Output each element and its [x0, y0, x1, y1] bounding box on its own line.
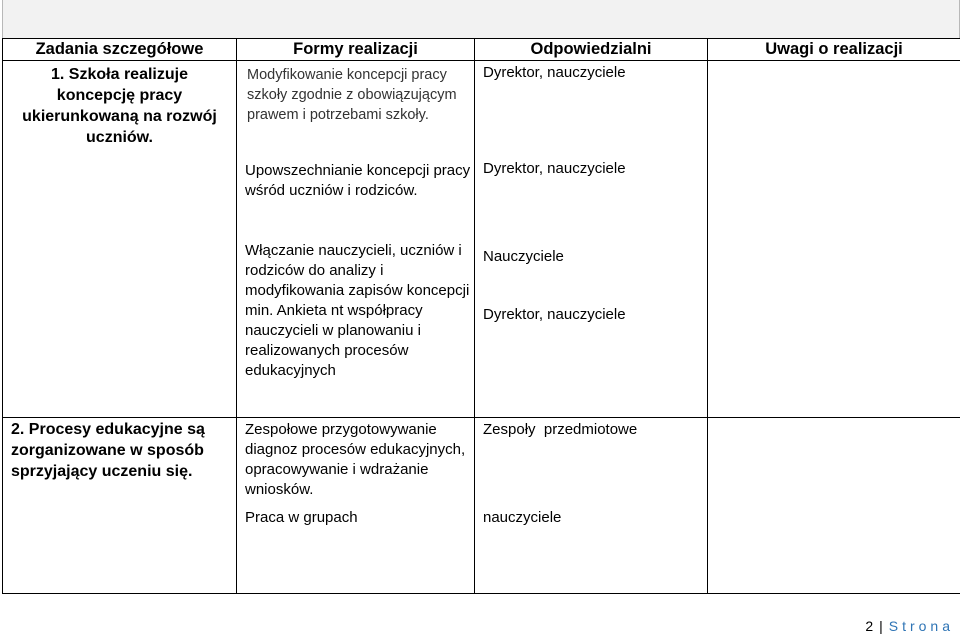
form-item-2-1: Zespołowe przygotowywanie diagnoz procesów edukacyjnych, opracowywanie i wdrażanie wniosków.	[245, 421, 466, 498]
responsible-item-1-1: Dyrektor, nauczyciele	[483, 64, 626, 81]
page-word: Strona	[888, 618, 954, 634]
top-strip	[2, 0, 960, 38]
header-notes: Uwagi o realizacji	[708, 39, 960, 61]
notes-cell-1	[708, 61, 960, 418]
responsible-cell-1	[475, 61, 708, 418]
task-text-1: 1. Szkoła realizuje koncepcję pracy ukierunkowaną na rozwój uczniów.	[22, 66, 217, 146]
responsible-item-1-4: Dyrektor, nauczyciele	[483, 306, 626, 323]
form-item-1-3: Włączanie nauczycieli, uczniów i rodziców do analizy i modyfikowania zapisów koncepcji min. Ankieta nt współpracy nauczycieli w planowaniu i realizowanych procesów edukacyjnych	[245, 242, 470, 379]
header-forms: Formy realizacji	[237, 39, 475, 61]
header-tasks: Zadania szczegółowe	[3, 39, 237, 61]
form-item-1-1: Modyfikowanie koncepcji pracy szkoły zgodnie z obowiązującym prawem i potrzebami szkoły.	[247, 67, 457, 123]
table-row-2	[3, 418, 960, 594]
table-row-1	[3, 61, 960, 418]
responsible-cell-2	[475, 418, 708, 594]
forms-cell-1	[237, 61, 475, 418]
header-responsible: Odpowiedzialni	[475, 39, 708, 61]
responsible-item-2-2: nauczyciele	[483, 509, 562, 526]
form-item-2-2: Praca w grupach	[245, 509, 358, 526]
notes-cell-2	[708, 418, 960, 594]
task-cell-1	[3, 61, 237, 418]
page-footer	[865, 618, 954, 634]
task-text-2: 2. Procesy edukacyjne są zorganizowane w sposób sprzyjający uczeniu się.	[11, 421, 205, 480]
responsible-item-2-1: Zespoły przedmiotowe	[483, 421, 638, 438]
forms-cell-2	[237, 418, 475, 594]
task-cell-2	[3, 418, 237, 594]
header-row	[3, 39, 960, 61]
page-number: 2	[865, 618, 874, 634]
responsible-item-1-3: Nauczyciele	[483, 248, 564, 265]
responsible-item-1-2: Dyrektor, nauczyciele	[483, 160, 626, 177]
footer-separator: |	[879, 618, 883, 634]
plan-table	[2, 38, 960, 594]
form-item-1-2: Upowszechnianie koncepcji pracy wśród uczniów i rodziców.	[245, 162, 471, 199]
